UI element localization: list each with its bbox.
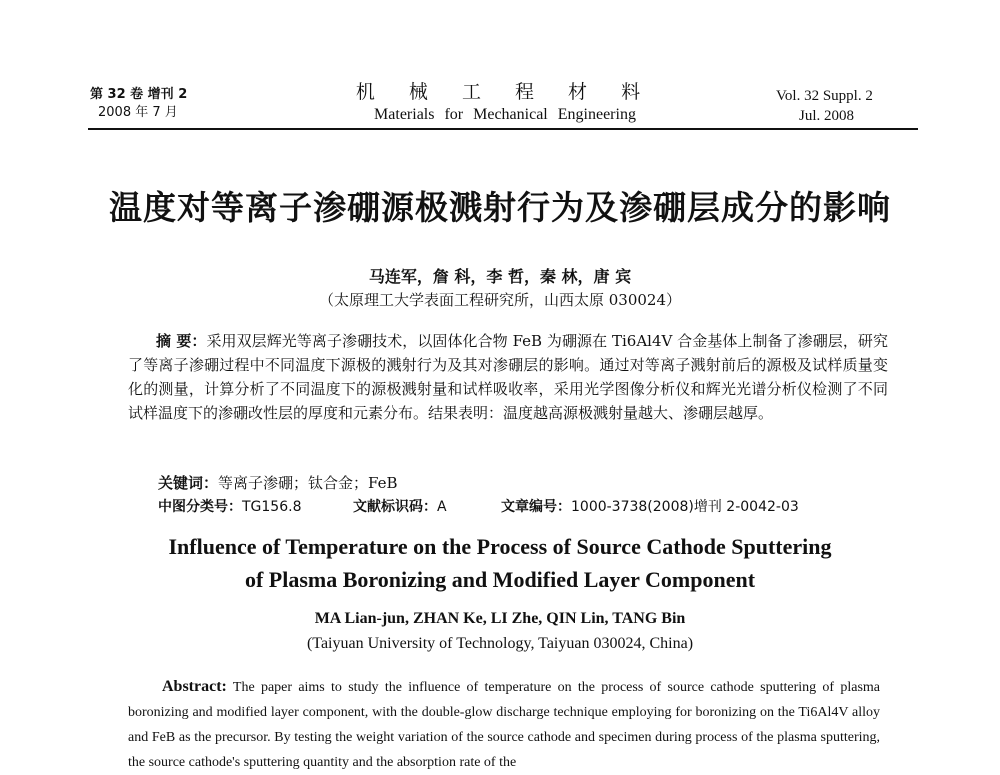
article-number-label: 文章编号：: [501, 499, 571, 515]
authors-en: MA Lian-jun, ZHAN Ke, LI Zhe, QIN Lin, TANG Bin: [314, 610, 686, 627]
date-cn: 2008 年 7 月: [98, 105, 178, 120]
abstract-en-text: The paper aims to study the influence of temperature on the process of source cathode sputtering of plasma boronizing and modified layer component, with the double-glow discharge technique employing for boronizing on the Ti6Al4V alloy and FeB as the precursor. By testing the weight variation of the source cathode and specimen during process of the plasma sputtering, the source cathode's sputtering quantity and the absorption rate of the: [128, 680, 880, 770]
paper-title-cn: 温度对等离子渗硼源极溅射行为及渗硼层成分的影响: [109, 188, 891, 227]
authors-cn: 马连军，詹 科，李 哲，秦 林，唐 宾: [368, 267, 632, 286]
abstract-en-label: Abstract:: [162, 678, 227, 695]
header-rule: [88, 128, 918, 130]
header-right: [776, 86, 873, 126]
paper-title-en: [0, 530, 1000, 596]
clc-label: 中图分类号：: [158, 499, 242, 515]
doc-code-label: 文献标识码：: [353, 499, 437, 515]
keywords-cn-text: 等离子渗硼；钛合金；FeB: [218, 474, 398, 492]
clc-value: TG156.8: [242, 499, 302, 515]
article-number: [501, 496, 799, 516]
abstract-cn-text: 采用双层辉光等离子渗硼技术，以固体化合物 FeB 为硼源在 Ti6Al4V 合金基体上制备了渗硼层，研究了等离子渗硼过程中不同温度下源极的溅射行为及其对渗硼层的影响。通过对等离子溅射前后的源极及试样质量变化的测量，计算分析了不同温度下的源极溅射量和试样吸收率，采用光学图像分析仪和辉光光谱分析仪检测了不同试样温度下的渗硼改性层的厚度和元素分布。结果表明：温度越高源极溅射量越大、渗硼层越厚。: [128, 332, 888, 422]
keywords-cn: [158, 472, 398, 493]
journal-name-cn: 机 械 工 程 材 料: [355, 81, 655, 103]
volume-en: Vol. 32 Suppl. 2: [776, 88, 873, 104]
volume-cn: 第 32 卷 增刊 2: [90, 87, 188, 102]
abstract-cn-label: 摘 要：: [156, 332, 207, 350]
paper-title-en-line1: Influence of Temperature on the Process of Source Cathode Sputtering: [168, 534, 832, 559]
journal-header: [0, 0, 1000, 130]
doc-code: [353, 496, 501, 516]
classification-row: [158, 496, 799, 516]
article-number-value: 1000-3738(2008)增刊 2-0042-03: [571, 499, 799, 515]
journal-name-en: Materials for Mechanical Engineering: [374, 106, 636, 123]
doc-code-value: A: [437, 499, 447, 515]
abstract-en: [128, 674, 880, 775]
affiliation-en: (Taiyuan University of Technology, Taiyuan 030024, China): [306, 635, 694, 652]
header-center: [335, 80, 675, 124]
clc-number: [158, 496, 353, 516]
paper-title-en-line2: of Plasma Boronizing and Modified Layer Component: [244, 567, 756, 592]
header-left: [90, 86, 187, 122]
keywords-cn-label: 关键词：: [158, 474, 219, 492]
date-en: Jul. 2008: [799, 108, 855, 124]
abstract-cn: [128, 329, 888, 425]
affiliation-cn: （太原理工大学表面工程研究所，山西太原 030024）: [318, 291, 682, 309]
